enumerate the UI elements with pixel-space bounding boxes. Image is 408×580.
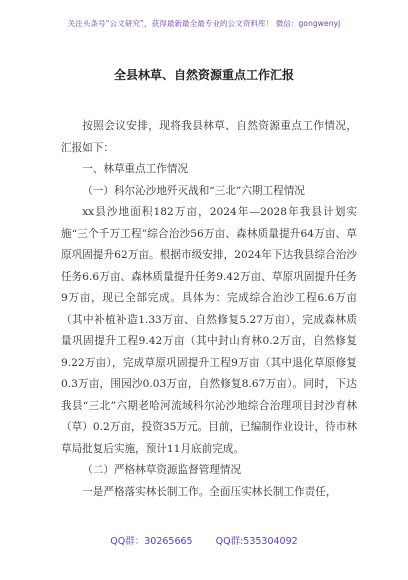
footer-qq-group-2: QQ群:535304092	[215, 536, 298, 547]
footer-qq-group-1: QQ群：30265665	[110, 536, 193, 547]
footer	[0, 533, 408, 547]
header-note: 关注头条号“公文研究”，获得最新最全最专业的公文资料库！ 微信：gongwenyj	[67, 19, 341, 28]
document-title: 全县林草、自然资源重点工作汇报	[113, 68, 294, 82]
subsection-heading-2: （二）严格林草资源监督管理情况	[82, 464, 242, 476]
section-heading-1: 一、林草重点工作情况	[82, 163, 189, 175]
paragraph-forest-chief: 一是严格落实林长制工作。全面压实林长制工作责任，	[82, 485, 337, 498]
document-body	[61, 116, 357, 503]
subsection-heading-1: （一）科尔沁沙地歼灭战和“三北”六期工程情况	[82, 184, 305, 197]
paragraph-details: xx县沙地面积182万亩，2024年—2028年我县计划实施“三个千万工程”综合治沙56万亩、森林质量提升64万亩、草原巩固提升62万亩。根据市级安排，2024年下达我县综合治沙任务6.6万亩、森林质量提升任务9.42万亩、草原巩固提升任务9万亩，现已全部完成。具体为：完成综合治沙工程6.6万亩（其中补植补造1.33万亩、自然修复5.27万亩），完成森林质量巩固提升工程9.42万亩（其中封山育林0.2万亩，自然修复9.22万亩），完成草原巩固提升工程9万亩（其中退化草原修复0.3万亩，围园沙0.03万亩，自然修复8.67万亩）。同时，下达我县“三北”六期老哈河流域科尔沁沙地综合治理项目封沙育林（草）0.2万亩，投资35万元。目前，已编制作业设计，待市林草局批复后实施，预计11月底前完成。	[61, 206, 357, 455]
paragraph-intro: 按照会议安排，现将我县林草、自然资源重点工作情况，汇报如下：	[61, 120, 357, 154]
